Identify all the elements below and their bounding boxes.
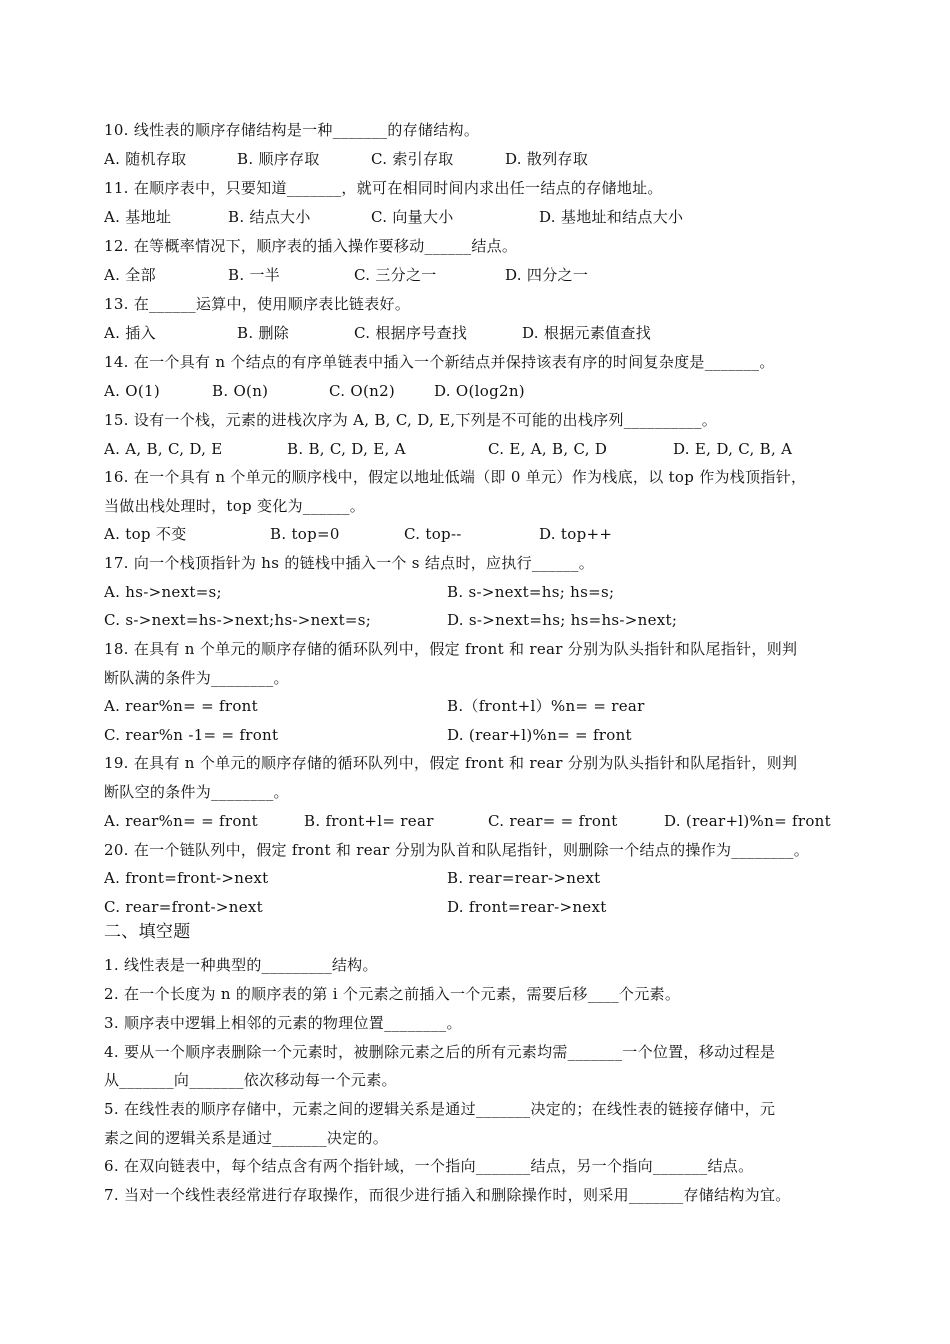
option-c: C. 索引存取 <box>371 150 454 168</box>
option-b: B. front+l= rear <box>304 812 434 830</box>
question-16-stem-line2: 当做出栈处理时，top 变化为______。 <box>104 497 366 515</box>
option-d: D. s->next=hs; hs=hs->next; <box>447 611 678 629</box>
question-18-stem-line2: 断队满的条件为________。 <box>104 669 289 687</box>
fill-item-2: 2. 在一个长度为 n 的顺序表的第 i 个元素之前插入一个元素，需要后移____个元素。 <box>104 985 681 1003</box>
question-13-stem: 13. 在______运算中，使用顺序表比链表好。 <box>104 295 411 313</box>
option-d: D. E, D, C, B, A <box>673 440 793 458</box>
option-a: A. 基地址 <box>104 208 172 226</box>
option-c: C. 向量大小 <box>371 208 454 226</box>
option-b: B.（front+l）%n= = rear <box>447 697 645 715</box>
option-c: C. rear=front->next <box>104 898 264 916</box>
question-20-stem: 20. 在一个链队列中，假定 front 和 rear 分别为队首和队尾指针，则删除一个结点的操作为________。 <box>104 841 810 859</box>
option-b: B. rear=rear->next <box>447 869 601 887</box>
option-d: D. (rear+l)%n= = front <box>447 726 632 744</box>
option-b: B. B, C, D, E, A <box>287 440 406 458</box>
question-12-options <box>104 261 850 289</box>
option-a: A. O(1) <box>104 382 161 400</box>
option-c: C. rear= = front <box>488 812 618 830</box>
fill-item-6: 6. 在双向链表中，每个结点含有两个指针域，一个指向_______结点，另一个指向_______结点。 <box>104 1157 754 1175</box>
option-c: C. rear%n -1= = front <box>104 726 279 744</box>
question-19-options <box>104 807 850 835</box>
option-b: B. 一半 <box>228 266 281 284</box>
fill-item-4-line1: 4. 要从一个顺序表删除一个元素时，被删除元素之后的所有元素均需_______一个位置，移动过程是 <box>104 1043 776 1061</box>
question-20-options-cd <box>104 893 850 921</box>
option-d: D. top++ <box>539 525 613 543</box>
question-17-options-ab <box>104 578 850 606</box>
question-14-options <box>104 377 850 405</box>
question-11-stem: 11. 在顺序表中，只要知道_______，就可在相同时间内求出任一结点的存储地址。 <box>104 179 663 197</box>
option-b: B. 顺序存取 <box>237 150 320 168</box>
option-d: D. front=rear->next <box>447 898 607 916</box>
question-18-options-ab <box>104 692 850 720</box>
option-a: A. 插入 <box>104 324 156 342</box>
option-b: B. s->next=hs; hs=s; <box>447 583 615 601</box>
question-14-stem: 14. 在一个具有 n 个结点的有序单链表中插入一个新结点并保持该表有序的时间复杂度是_______。 <box>104 353 775 371</box>
question-16-options <box>104 520 850 548</box>
fill-item-7: 7. 当对一个线性表经常进行存取操作，而很少进行插入和删除操作时，则采用_______存储结构为宜。 <box>104 1186 791 1204</box>
question-13-options <box>104 319 850 347</box>
option-a: A. rear%n= = front <box>104 697 258 715</box>
option-b: B. 结点大小 <box>228 208 311 226</box>
option-a: A. 随机存取 <box>104 150 187 168</box>
option-a: A. front=front->next <box>104 869 269 887</box>
fill-item-3: 3. 顺序表中逻辑上相邻的元素的物理位置________。 <box>104 1014 462 1032</box>
question-16-stem-line1: 16. 在一个具有 n 个单元的顺序栈中，假定以地址低端（即 0 单元）作为栈底，以 top 作为栈顶指针， <box>104 468 807 486</box>
fill-item-1: 1. 线性表是一种典型的_________结构。 <box>104 956 378 974</box>
option-c: C. s->next=hs->next;hs->next=s; <box>104 611 372 629</box>
option-d: D. 根据元素值查找 <box>522 324 652 342</box>
option-b: B. top=0 <box>270 525 340 543</box>
option-c: C. top-- <box>404 525 462 543</box>
fill-item-5-line2: 素之间的逻辑关系是通过_______决定的。 <box>104 1129 389 1147</box>
option-a: A. top 不变 <box>104 525 187 543</box>
question-15-options <box>104 435 850 463</box>
option-d: D. 四分之一 <box>505 266 589 284</box>
option-d: D. O(log2n) <box>434 382 525 400</box>
option-d: D. 基地址和结点大小 <box>539 208 684 226</box>
question-19-stem-line1: 19. 在具有 n 个单元的顺序存储的循环队列中，假定 front 和 rear 分别为队头指针和队尾指针，则判 <box>104 754 798 772</box>
question-15-stem: 15. 设有一个栈，元素的进栈次序为 A, B, C, D, E,下列是不可能的出栈序列__________。 <box>104 411 718 429</box>
option-c: C. 根据序号查找 <box>354 324 468 342</box>
question-17-options-cd <box>104 606 850 634</box>
question-10-options <box>104 145 850 173</box>
question-18-stem-line1: 18. 在具有 n 个单元的顺序存储的循环队列中，假定 front 和 rear 分别为队头指针和队尾指针，则判 <box>104 640 798 658</box>
question-18-options-cd <box>104 721 850 749</box>
section-heading: 二、填空题 <box>104 922 191 942</box>
option-a: A. hs->next=s; <box>104 583 222 601</box>
fill-item-4-line2: 从_______向_______依次移动每一个元素。 <box>104 1071 397 1089</box>
question-10-stem: 10. 线性表的顺序存储结构是一种_______的存储结构。 <box>104 121 480 139</box>
option-a: A. rear%n= = front <box>104 812 258 830</box>
option-b: B. O(n) <box>212 382 269 400</box>
option-c: C. 三分之一 <box>354 266 437 284</box>
option-c: C. O(n2) <box>329 382 396 400</box>
option-a: A. A, B, C, D, E <box>104 440 223 458</box>
option-c: C. E, A, B, C, D <box>488 440 608 458</box>
question-11-options <box>104 203 850 231</box>
option-b: B. 删除 <box>237 324 290 342</box>
option-d: D. 散列存取 <box>505 150 589 168</box>
option-d: D. (rear+l)%n= front <box>664 812 831 830</box>
fill-item-5-line1: 5. 在线性表的顺序存储中，元素之间的逻辑关系是通过_______决定的；在线性表的链接存储中，元 <box>104 1100 776 1118</box>
question-19-stem-line2: 断队空的条件为________。 <box>104 783 289 801</box>
question-12-stem: 12. 在等概率情况下，顺序表的插入操作要移动______结点。 <box>104 237 518 255</box>
option-a: A. 全部 <box>104 266 156 284</box>
question-20-options-ab <box>104 864 850 892</box>
question-17-stem: 17. 向一个栈顶指针为 hs 的链栈中插入一个 s 结点时，应执行______。 <box>104 554 595 572</box>
